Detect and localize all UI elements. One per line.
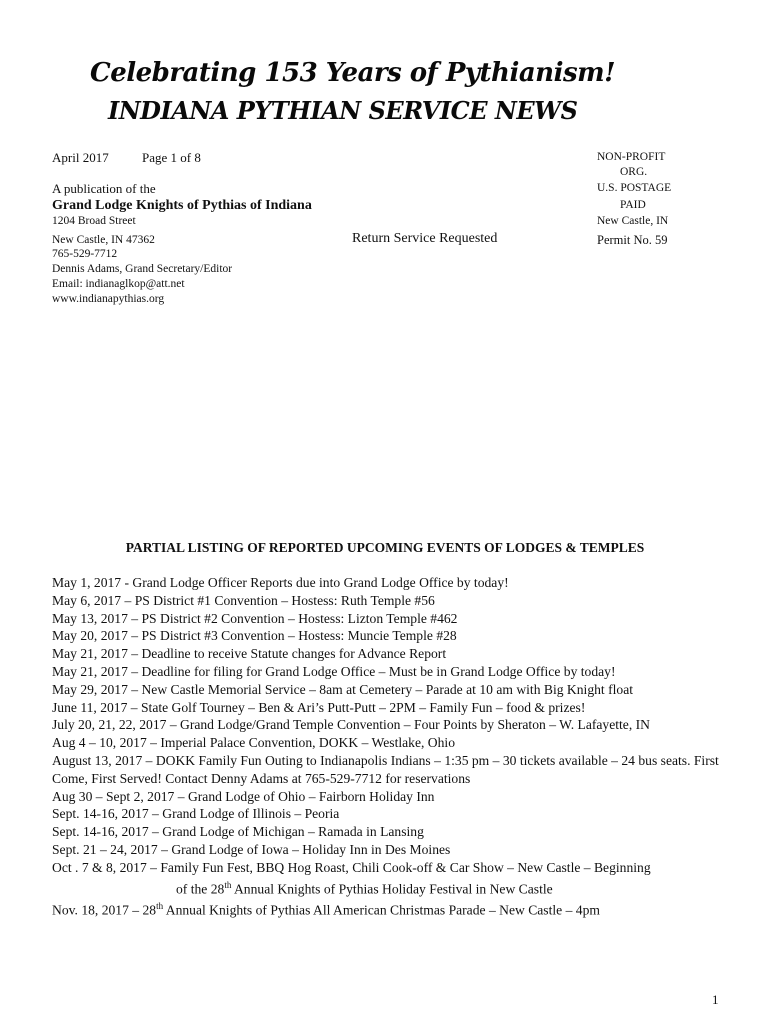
email-address[interactable]: Email: indianaglkop@att.net xyxy=(52,278,185,290)
events-list xyxy=(52,574,732,919)
postage-line-city: New Castle, IN xyxy=(597,215,669,227)
newsletter-tagline: Celebrating 153 Years of Pythianism! xyxy=(90,58,616,88)
address-street: 1204 Broad Street xyxy=(52,215,136,227)
website-link[interactable]: www.indianapythias.org xyxy=(52,293,165,305)
page-info: Page 1 of 8 xyxy=(142,150,201,165)
return-service-notice: Return Service Requested xyxy=(352,231,498,246)
event-item: May 13, 2017 – PS District #2 Convention – Hostess: Lizton Temple #462 xyxy=(52,610,458,626)
event-item: Sept. 14-16, 2017 – Grand Lodge of Michigan – Ramada in Lansing xyxy=(52,824,424,840)
event-item: May 21, 2017 – Deadline to receive Statute changes for Advance Report xyxy=(52,646,447,662)
event-item: May 6, 2017 – PS District #1 Convention – Hostess: Ruth Temple #56 xyxy=(52,592,435,608)
publication-of: A publication of the xyxy=(52,181,156,196)
event-item: Sept. 14-16, 2017 – Grand Lodge of Illinois – Peoria xyxy=(52,806,340,822)
newsletter-title: INDIANA PYTHIAN SERVICE NEWS xyxy=(108,96,578,125)
oct-text-post: Annual Knights of Pythias Holiday Festival in New Castle xyxy=(231,881,553,897)
nov-text-pre: Nov. 18, 2017 – 28 xyxy=(52,902,157,918)
event-item: May 29, 2017 – New Castle Memorial Service – 8am at Cemetery – Parade at 10 am with Big Knight float xyxy=(52,681,634,697)
postage-line-org: ORG. xyxy=(620,166,648,178)
event-item: May 20, 2017 – PS District #3 Convention – Hostess: Muncie Temple #28 xyxy=(52,628,457,644)
address-city: New Castle, IN 47362 xyxy=(52,234,155,246)
organization-name: Grand Lodge Knights of Pythias of Indiana xyxy=(52,198,312,213)
postage-line-us-postage: U.S. POSTAGE xyxy=(597,182,672,194)
issue-date: April 2017 xyxy=(52,150,109,165)
event-item: Aug 30 – Sept 2, 2017 – Grand Lodge of Ohio – Fairborn Holiday Inn xyxy=(52,788,435,804)
postage-line-paid: PAID xyxy=(620,199,646,211)
event-item: May 1, 2017 - Grand Lodge Officer Reports due into Grand Lodge Office by today! xyxy=(52,575,509,590)
events-heading: PARTIAL LISTING OF REPORTED UPCOMING EVENTS OF LODGES & TEMPLES xyxy=(125,540,645,555)
editor-credit: Dennis Adams, Grand Secretary/Editor xyxy=(52,263,233,275)
event-item: June 11, 2017 – State Golf Tourney – Ben & Ari’s Putt-Putt – 2PM – Family Fun – food & prizes! xyxy=(52,699,586,715)
event-item: May 21, 2017 – Deadline for filing for Grand Lodge Office – Must be in Grand Lodge Office by today! xyxy=(52,663,616,679)
event-item-oct: Oct . 7 & 8, 2017 – Family Fun Fest, BBQ Hog Roast, Chili Cook-off & Car Show – New Castle – Beginning xyxy=(52,859,651,875)
event-item: Aug 4 – 10, 2017 – Imperial Palace Convention, DOKK – Westlake, Ohio xyxy=(52,735,455,751)
nov-ordinal-suffix: th xyxy=(156,900,164,911)
postage-line-permit: Permit No. 59 xyxy=(597,233,668,247)
postage-line-nonprofit: NON-PROFIT xyxy=(597,151,666,163)
oct-text-pre: of the 28 xyxy=(176,881,225,897)
page-number: 1 xyxy=(712,992,719,1007)
phone-number: 765-529-7712 xyxy=(52,248,118,260)
event-item: August 13, 2017 – DOKK Family Fun Outing to Indianapolis Indians – 1:35 pm – 30 tickets available – 24 bus seats. First Come, First Served! Contact Denny Adams at 765-529-7712 for reservations xyxy=(52,752,719,786)
event-item: July 20, 21, 22, 2017 – Grand Lodge/Grand Temple Convention – Four Points by Sheraton – W. Lafayette, IN xyxy=(52,717,650,733)
oct-ordinal-suffix: th xyxy=(224,879,232,890)
event-item: Sept. 21 – 24, 2017 – Grand Lodge of Iowa – Holiday Inn in Des Moines xyxy=(52,841,451,857)
event-item-oct-continued xyxy=(52,877,732,898)
nov-text-post: Annual Knights of Pythias All American Christmas Parade – New Castle – 4pm xyxy=(163,902,600,918)
event-item-nov xyxy=(52,898,732,919)
